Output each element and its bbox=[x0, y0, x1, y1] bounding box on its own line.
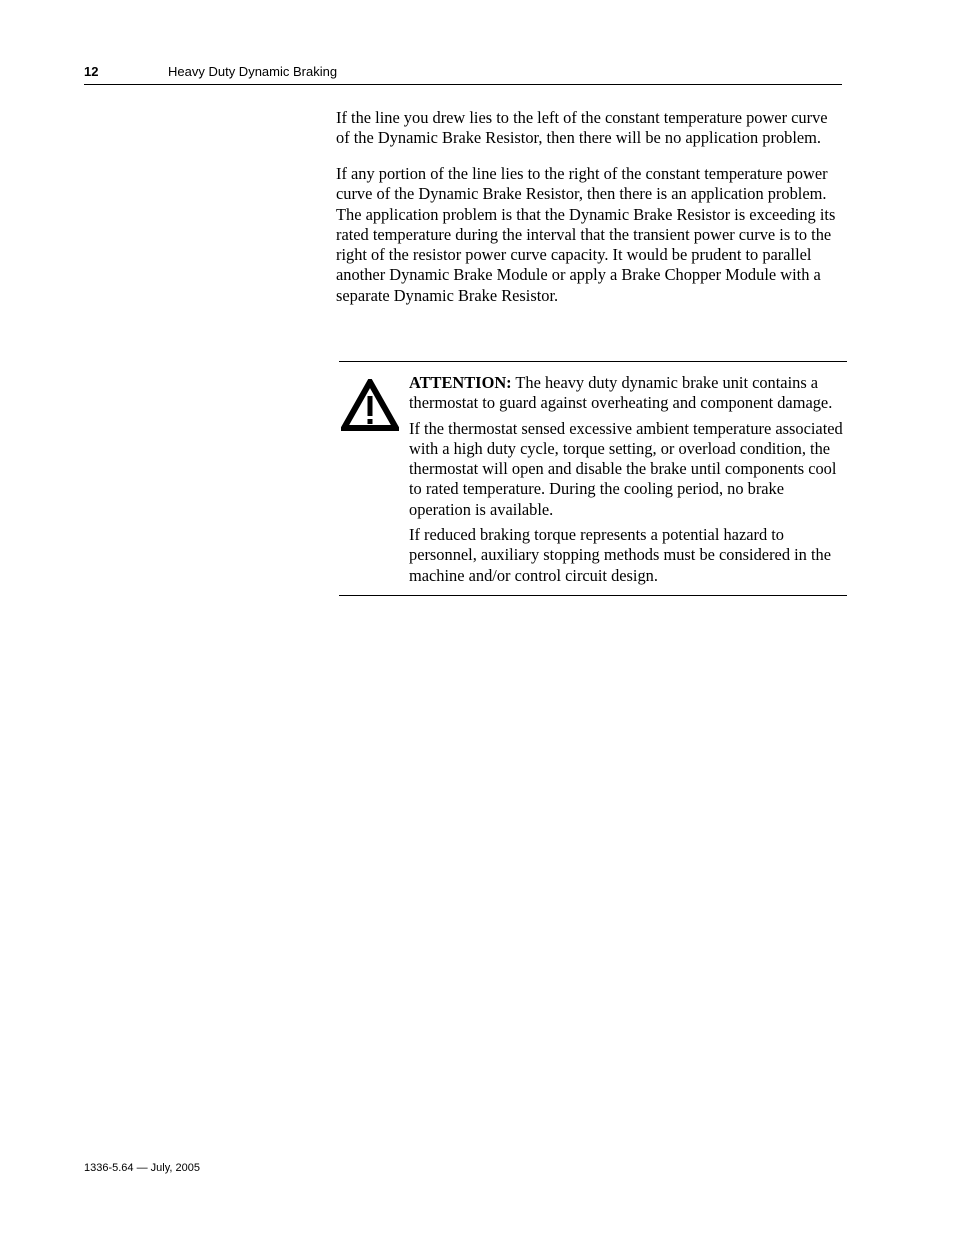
attention-paragraph: If the thermostat sensed excessive ambient temperature associated with a high duty cycle, torque setting, or overload condition, the thermostat will open and disable the brake until components cool to rated temperature. During the cooling period, no brake operation is available. bbox=[409, 418, 843, 519]
page-header bbox=[84, 62, 842, 85]
publication-footer: 1336-5.64 — July, 2005 bbox=[84, 1162, 200, 1174]
attention-paragraph: If reduced braking torque represents a potential hazard to personnel, auxiliary stopping methods must be considered in the machine and/or control circuit design. bbox=[409, 525, 831, 585]
body-paragraph: If any portion of the line lies to the right of the constant temperature power curve of the Dynamic Brake Resistor, then there is an application problem. The application problem is that the Dynamic Brake Resistor is exceeding its rated temperature during the interval that the transient power curve is to the right of the resistor power curve capacity. It would be prudent to parallel another Dynamic Brake Module or apply a Brake Chopper Module with a separate Dynamic Brake Resistor. bbox=[336, 164, 836, 305]
attention-lead-text: The heavy duty dynamic brake unit contains a thermostat to guard against overheating and component damage. bbox=[409, 373, 833, 413]
body-paragraph: If the line you drew lies to the left of the constant temperature power curve of the Dynamic Brake Resistor, then there will be no application problem. bbox=[336, 108, 828, 148]
warning-triangle-icon bbox=[341, 379, 399, 431]
attention-lead-paragraph bbox=[409, 373, 847, 414]
running-title: Heavy Duty Dynamic Braking bbox=[168, 64, 338, 79]
attention-notice bbox=[339, 361, 847, 596]
page-number: 12 bbox=[84, 64, 99, 79]
attention-text bbox=[409, 373, 847, 591]
attention-label: ATTENTION: bbox=[409, 373, 512, 392]
